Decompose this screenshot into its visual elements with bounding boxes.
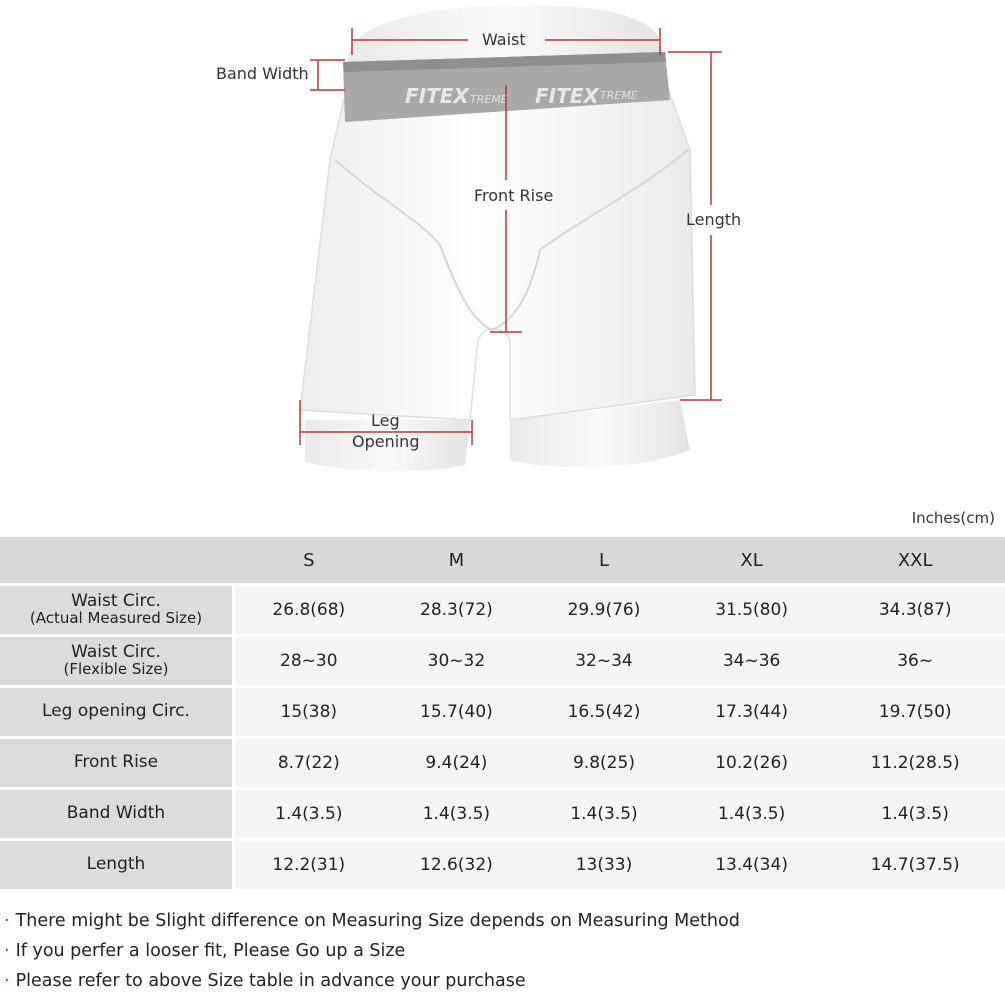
header-corner <box>0 537 235 583</box>
table-cell: 8.7(22) <box>235 739 383 787</box>
table-cell: 32~34 <box>530 637 678 685</box>
table-cell: 31.5(80) <box>678 586 826 634</box>
waistband-brand-left-suffix: TREME <box>470 93 508 106</box>
table-cell: 29.9(76) <box>530 586 678 634</box>
table-cell: 19.7(50) <box>825 688 1005 736</box>
table-cell: 34~36 <box>678 637 826 685</box>
row-label-sub: (Actual Measured Size) <box>29 609 203 628</box>
table-row <box>0 688 1005 736</box>
waistband-brand-right-suffix: TREME <box>600 89 638 102</box>
row-label-main: Waist Circ. <box>71 591 161 612</box>
table-cell: 15.7(40) <box>383 688 531 736</box>
list-item <box>4 936 740 966</box>
list-item <box>4 966 740 996</box>
bullet-icon: · <box>4 941 10 961</box>
table-cell: 17.3(44) <box>678 688 826 736</box>
row-label: Leg opening Circ. <box>0 688 235 736</box>
header-size: M <box>383 537 531 583</box>
table-cell: 26.8(68) <box>235 586 383 634</box>
table-row <box>0 790 1005 838</box>
bullet-icon: · <box>4 971 10 991</box>
table-row <box>0 841 1005 889</box>
table-header-row <box>0 537 1005 583</box>
table-cell: 15(38) <box>235 688 383 736</box>
note-text: There might be Slight difference on Measuring Size depends on Measuring Method <box>15 911 740 931</box>
table-cell: 10.2(26) <box>678 739 826 787</box>
table-cell: 13.4(34) <box>678 841 826 889</box>
row-label: Band Width <box>0 790 235 838</box>
note-text: Please refer to above Size table in advance your purchase <box>15 971 526 991</box>
band-width-label: Band Width <box>216 64 309 83</box>
front-rise-label: Front Rise <box>474 186 554 205</box>
table-cell: 1.4(3.5) <box>383 790 531 838</box>
row-label: Front Rise <box>0 739 235 787</box>
table-cell: 12.6(32) <box>383 841 531 889</box>
table-cell: 14.7(37.5) <box>825 841 1005 889</box>
table-cell: 28~30 <box>235 637 383 685</box>
table-row <box>0 586 1005 634</box>
table-cell: 9.8(25) <box>530 739 678 787</box>
size-chart-table <box>0 534 1005 892</box>
notes-list <box>4 906 740 996</box>
table-row <box>0 637 1005 685</box>
units-label: Inches(cm) <box>911 509 995 527</box>
list-item <box>4 906 740 936</box>
shorts-body <box>300 80 695 420</box>
row-label: Length <box>0 841 235 889</box>
table-cell: 16.5(42) <box>530 688 678 736</box>
table-cell: 1.4(3.5) <box>530 790 678 838</box>
table-cell: 13(33) <box>530 841 678 889</box>
note-text: If you perfer a looser fit, Please Go up a Size <box>15 941 406 961</box>
table-cell: 12.2(31) <box>235 841 383 889</box>
table-cell: 34.3(87) <box>825 586 1005 634</box>
table-cell: 36~ <box>825 637 1005 685</box>
leg-opening-label-line2: Opening <box>352 432 420 451</box>
row-label <box>0 637 235 685</box>
waistband-brand-left: FITEX <box>405 84 469 108</box>
table-cell: 1.4(3.5) <box>235 790 383 838</box>
waist-label: Waist <box>482 30 526 49</box>
header-size: XL <box>678 537 826 583</box>
bullet-icon: · <box>4 911 10 931</box>
table-cell: 1.4(3.5) <box>825 790 1005 838</box>
table-cell: 28.3(72) <box>383 586 531 634</box>
table-cell: 11.2(28.5) <box>825 739 1005 787</box>
table-cell: 1.4(3.5) <box>678 790 826 838</box>
table-cell: 9.4(24) <box>383 739 531 787</box>
table-row <box>0 739 1005 787</box>
row-label-sub: (Flexible Size) <box>63 660 169 679</box>
row-label-main: Waist Circ. <box>71 642 161 663</box>
header-size: L <box>530 537 678 583</box>
length-label: Length <box>686 210 742 229</box>
row-label <box>0 586 235 634</box>
waistband-brand-right: FITEX <box>535 84 599 108</box>
header-size: S <box>235 537 383 583</box>
table-cell: 30~32 <box>383 637 531 685</box>
header-size: XXL <box>825 537 1005 583</box>
leg-opening-label-line1: Leg <box>371 411 400 430</box>
